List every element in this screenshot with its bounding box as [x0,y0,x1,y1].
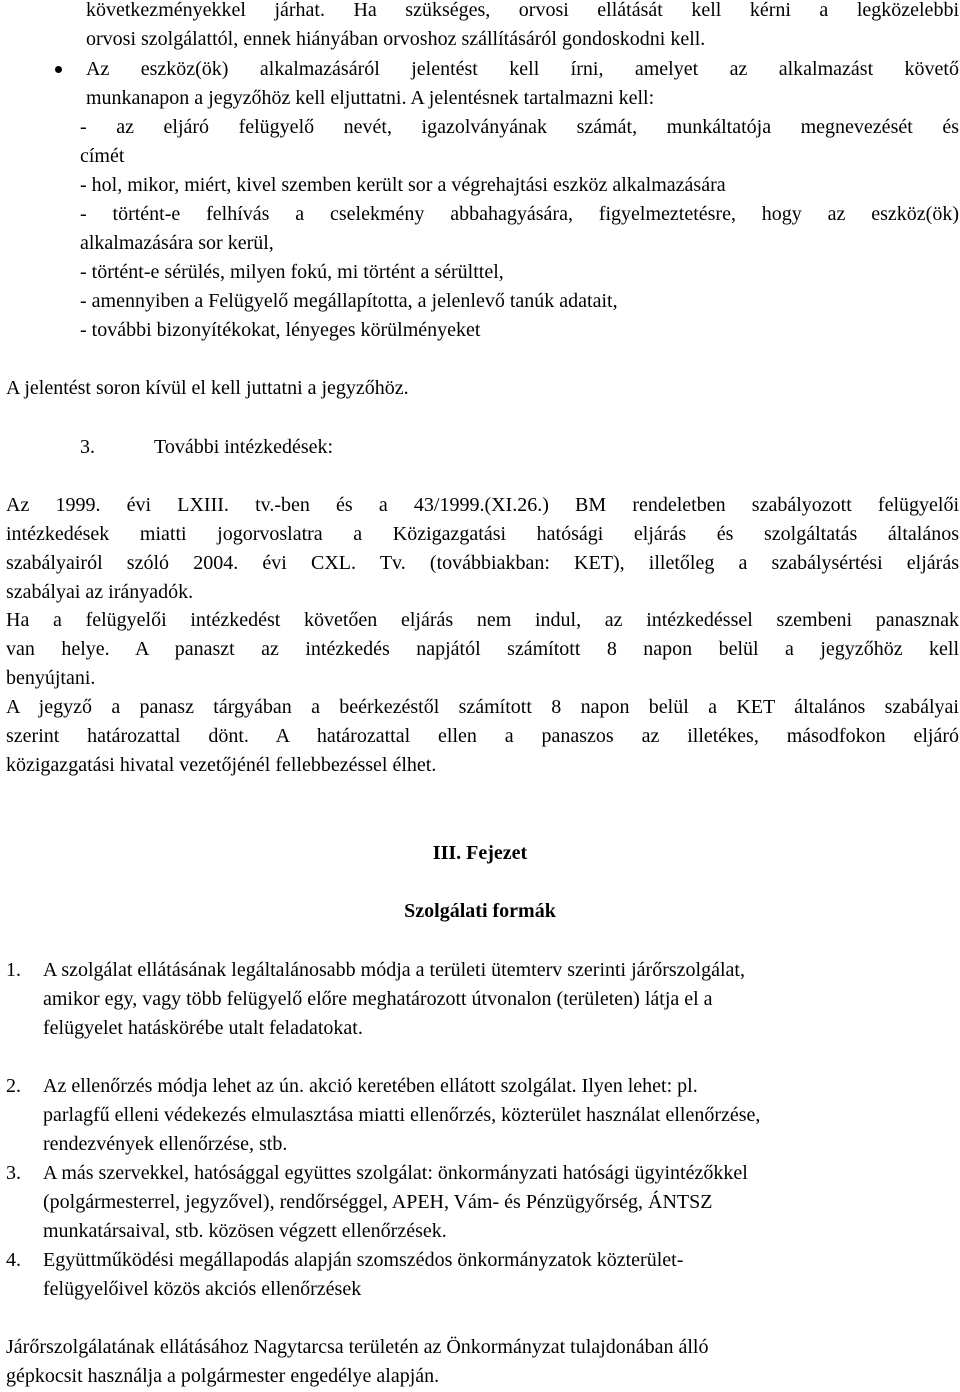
numbered-item-line: parlagfű elleni védekezés elmulasztása miatti ellenőrzés, közterület használat ellenőrzése, [43,1104,761,1126]
numbered-item-line: Együttműködési megállapodás alapján szomszédos önkormányzatok közterület- [43,1249,684,1271]
list-number: 4. [6,1249,21,1271]
paragraph-line: van helye. A panaszt az intézkedés napjától számított 8 napon belül a jegyzőhöz kell [6,638,959,660]
closing-line: Járőrszolgálatának ellátásához Nagytarcsa területén az Önkormányzat tulajdonában álló [6,1336,709,1358]
paragraph-line: szerint határozattal dönt. A határozattal ellen a panaszos az illetékes, másodfokon eljáró [6,725,959,747]
report-deadline: A jelentést soron kívül el kell juttatni a jegyzőhöz. [6,377,409,399]
numbered-item-line: (polgármesterrel, jegyzővel), rendőrséggel, APEH, Vám- és Pénzügyőrség, ÁNTSZ [43,1191,713,1213]
numbered-item-line: Az ellenőrzés módja lehet az ún. akció keretében ellátott szolgálat. Ilyen lehet: pl. [43,1075,698,1097]
report-item: - amennyiben a Felügyelő megállapította, a jelenlevő tanúk adatait, [80,290,618,312]
report-item: címét [80,145,125,167]
section-number: 3. [80,436,95,458]
closing-line: gépkocsit használja a polgármester engedélye alapján. [6,1365,440,1387]
report-item: alkalmazására sor kerül, [80,232,274,254]
bullet-icon [55,66,62,73]
report-item: - történt-e felhívás a cselekmény abbahagyására, figyelmeztetésre, hogy az eszköz(ök) [80,203,959,225]
paragraph-line: Az 1999. évi LXIII. tv.-ben és a 43/1999.(XI.26.) BM rendeletben szabályozott felügyelői [6,494,959,516]
paragraph-line: intézkedések miatti jogorvoslatra a Közigazgatási hatósági eljárás és szolgáltatás általános [6,523,959,545]
paragraph-line: szabályairól szóló 2004. évi CXL. Tv. (továbbiakban: KET), illetőleg a szabálysértési eljárás [6,552,959,574]
report-item: - az eljáró felügyelő nevét, igazolványának számát, munkáltatója megnevezését és [80,116,959,138]
list-item-1-line-1: következményekkel járhat. Ha szükséges, orvosi ellátását kell kérni a legközelebbi [86,0,959,21]
numbered-item-line: amikor egy, vagy több felügyelő előre meghatározott útvonalon (területen) látja el a [43,988,713,1010]
report-item: - történt-e sérülés, milyen fokú, mi történt a sérülttel, [80,261,504,283]
numbered-item-line: A más szervekkel, hatósággal együttes szolgálat: önkormányzati hatósági ügyintézőkkel [43,1162,748,1184]
numbered-item-line: felügyelet hatáskörébe utalt feladatokat. [43,1017,363,1039]
numbered-item-line: felügyelőivel közös akciós ellenőrzések [43,1278,362,1300]
list-item-1-line-2: orvosi szolgálattól, ennek hiányában orvoshoz szállításáról gondoskodni kell. [86,28,706,50]
chapter-title: III. Fejezet [432,842,528,864]
paragraph-line: Ha a felügyelői intézkedést követően eljárás nem indul, az intézkedéssel szembeni panasznak [6,609,959,631]
paragraph-line: A jegyző a panasz tárgyában a beérkezéstől számított 8 napon belül a KET általános szabályai [6,696,959,718]
list-item-2-line-1: Az eszköz(ök) alkalmazásáról jelentést kell írni, amelyet az alkalmazást követő [86,58,959,80]
list-number: 3. [6,1162,21,1184]
list-item-2-line-2: munkanapon a jegyzőhöz kell eljuttatni. A jelentésnek tartalmazni kell: [86,87,655,109]
paragraph-line: szabályai az irányadók. [6,581,194,603]
paragraph-line: benyújtani. [6,667,96,689]
numbered-item-line: A szolgálat ellátásának legáltalánosabb módja a területi ütemterv szerinti járőrszolgálat, [43,959,745,981]
report-item: - hol, mikor, miért, kivel szemben került sor a végrehajtási eszköz alkalmazására [80,174,726,196]
numbered-item-line: munkatársaival, stb. közösen végzett ellenőrzések. [43,1220,447,1242]
paragraph-line: közigazgatási hivatal vezetőjénél fellebbezéssel élhet. [6,754,437,776]
numbered-item-line: rendezvények ellenőrzése, stb. [43,1133,288,1155]
list-number: 2. [6,1075,21,1097]
list-number: 1. [6,959,21,981]
section-title: További intézkedések: [154,436,334,458]
report-item: - további bizonyítékokat, lényeges körülményeket [80,319,481,341]
chapter-subtitle: Szolgálati formák [404,900,556,922]
